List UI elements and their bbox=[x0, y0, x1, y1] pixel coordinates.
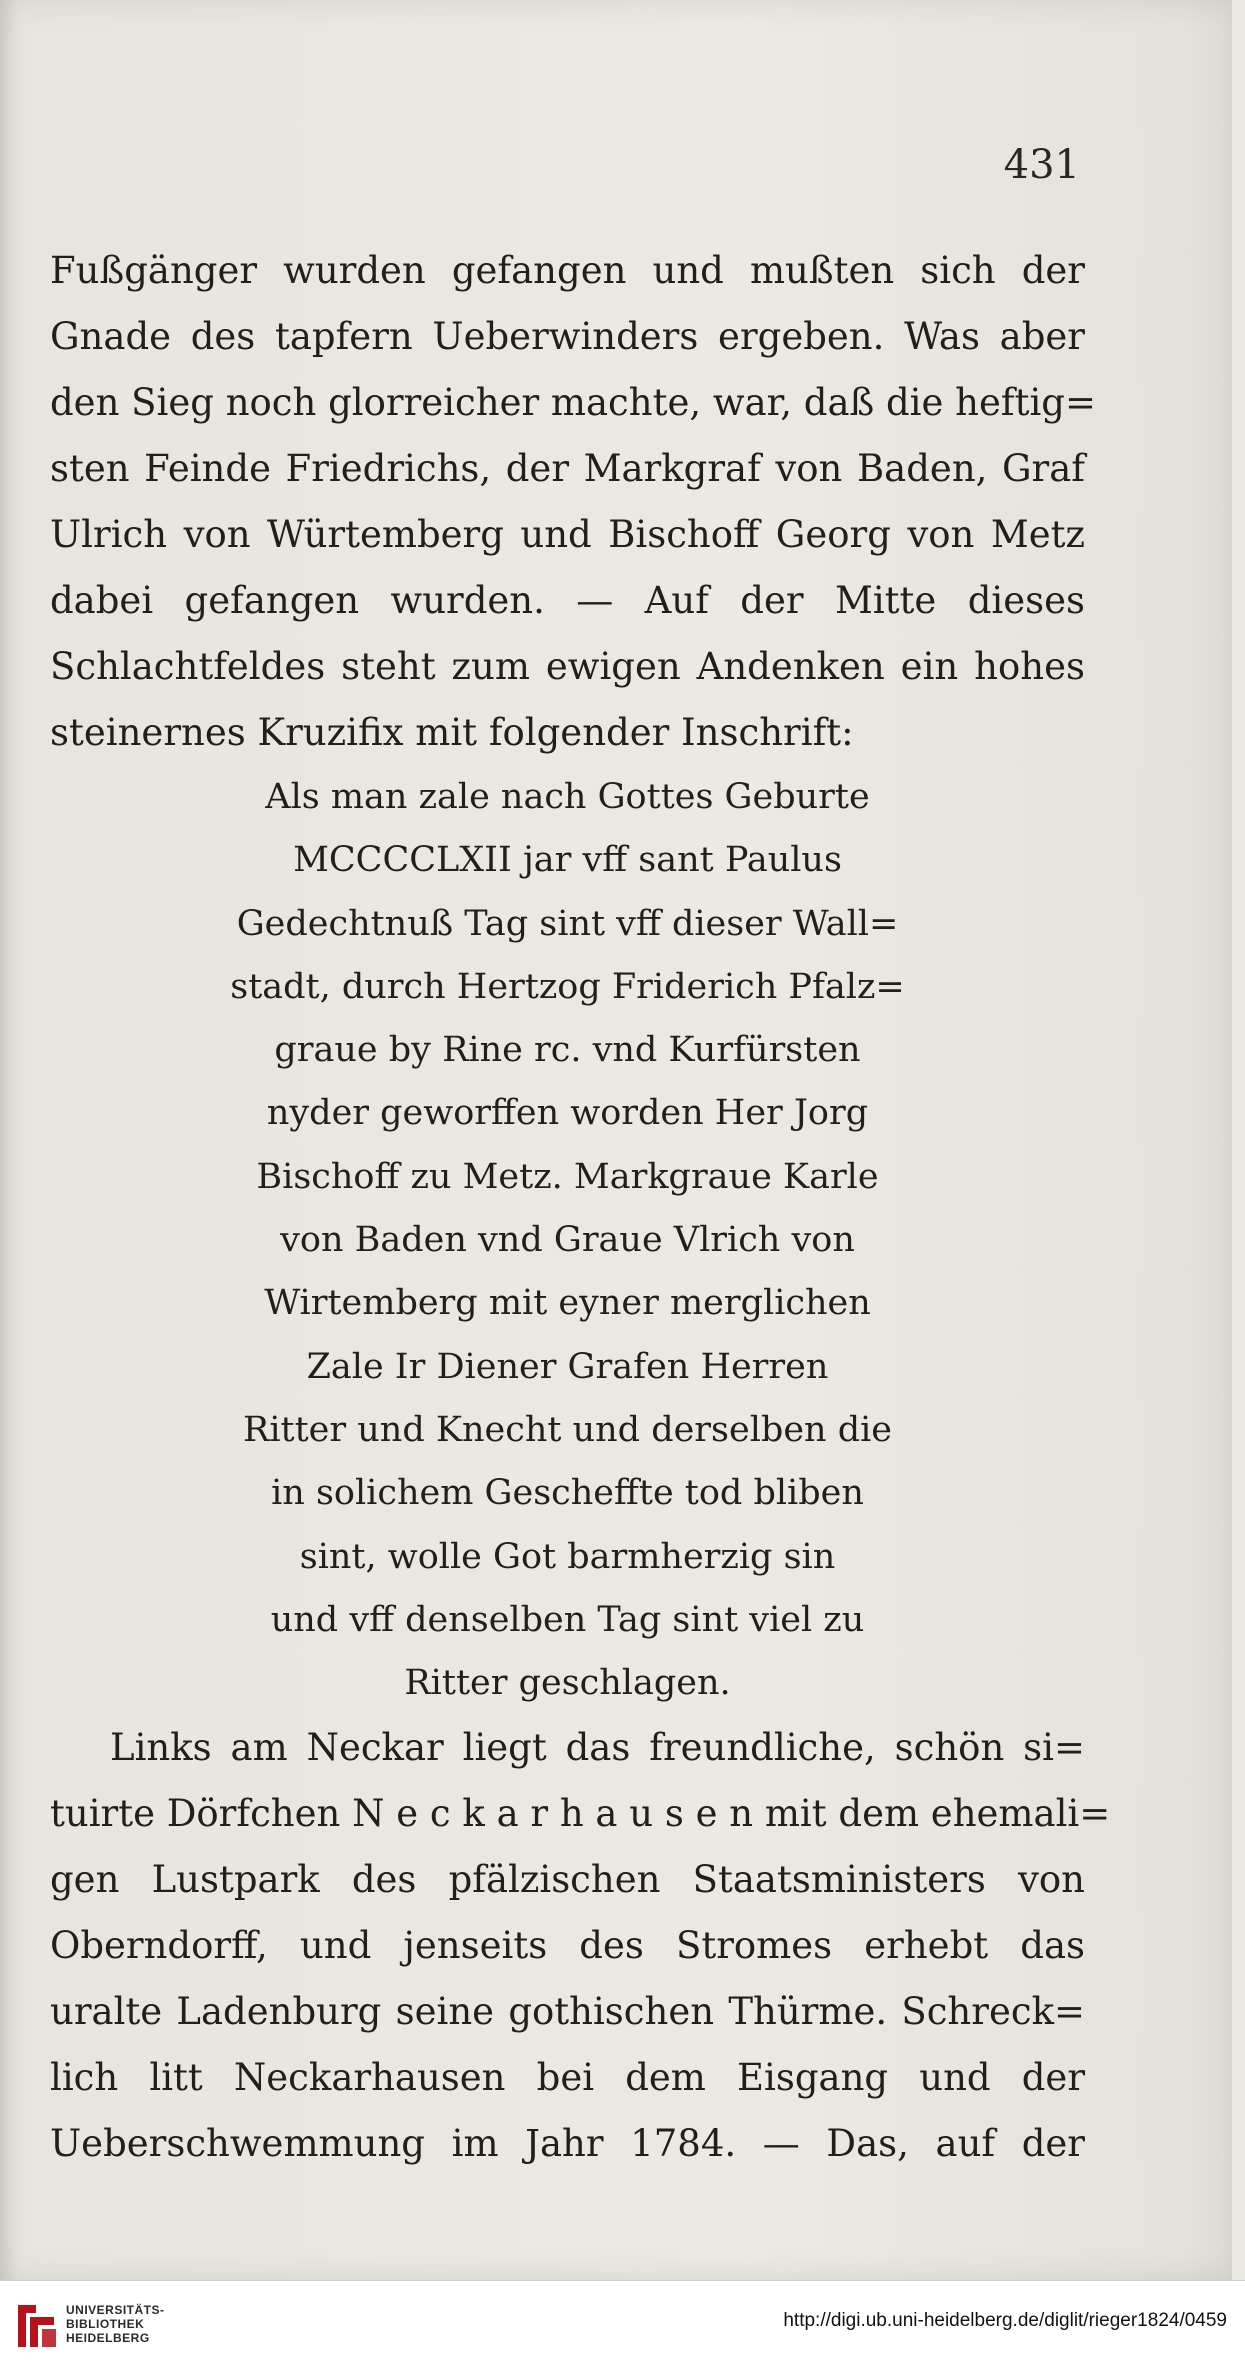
inscription-line: und vff denselben Tag sint viel zu bbox=[270, 1599, 865, 1640]
library-logo-icon[interactable] bbox=[14, 2301, 60, 2351]
text-line: lich litt Neckarhausen bei dem Eisgang und der bbox=[50, 2056, 1085, 2100]
logo-line: BIBLIOTHEK bbox=[66, 2317, 145, 2331]
text-line: den Sieg noch glorreicher machte, war, daß die heftig= bbox=[50, 381, 1096, 424]
text-line: tuirte Dörfchen N e c k a r h a u s e n mit dem ehemali= bbox=[50, 1792, 1111, 1836]
library-logo-text bbox=[66, 2303, 165, 2345]
text-line: Schlachtfeldes steht zum ewigen Andenken ein hohes bbox=[50, 645, 1085, 688]
inscription-line: Bischoff zu Metz. Markgraue Karle bbox=[256, 1156, 879, 1197]
inscription-line: von Baden vnd Graue Vlrich von bbox=[280, 1220, 855, 1261]
inscription bbox=[188, 766, 948, 1715]
source-url-link[interactable]: http://digi.ub.uni-heidelberg.de/diglit/rieger1824/0459 bbox=[783, 2310, 1227, 2331]
inscription-line: in solichem Gescheffte tod bliben bbox=[271, 1473, 864, 1514]
footer-bar bbox=[0, 2280, 1245, 2368]
inscription-line: nyder geworffen worden Her Jorg bbox=[266, 1093, 869, 1134]
inscription-line: Als man zale nach Gottes Geburte bbox=[265, 777, 870, 817]
inscription-line: Ritter geschlagen. bbox=[404, 1663, 731, 1704]
text-line: Ueberschwemmung im Jahr 1784. — Das, auf der bbox=[50, 2122, 1085, 2166]
logo-line: UNIVERSITÄTS- bbox=[66, 2303, 165, 2317]
text-line: dabei gefangen wurden. — Auf der Mitte dieses bbox=[50, 579, 1085, 622]
text-line: gen Lustpark des pfälzischen Staatsministers von bbox=[50, 1858, 1085, 1902]
paragraph-1 bbox=[50, 238, 1096, 766]
page-edge bbox=[1232, 0, 1245, 2280]
inscription-line: Wirtemberg mit eyner merglichen bbox=[264, 1283, 871, 1324]
text-line: uralte Ladenburg seine gothischen Thürme. Schreck= bbox=[50, 1990, 1085, 2034]
inscription-line: sint, wolle Got barmherzig sin bbox=[299, 1536, 836, 1577]
text-line: Ulrich von Würtemberg und Bischoff Georg von Metz bbox=[50, 513, 1085, 556]
text-line: steinernes Kruzifix mit folgender Inschrift: bbox=[50, 711, 854, 754]
text-line: Links am Neckar liegt das freundliche, schön si= bbox=[110, 1726, 1085, 1770]
inscription-line: MCCCCLXII jar vff sant Paulus bbox=[293, 840, 842, 881]
text-line: Fußgänger wurden gefangen und mußten sich der bbox=[50, 249, 1085, 292]
text-line: Gnade des tapfern Ueberwinders ergeben. Was aber bbox=[50, 315, 1085, 358]
inscription-line: Gedechtnuß Tag sint vff dieser Wall= bbox=[236, 903, 899, 944]
text-line: sten Feinde Friedrichs, der Markgraf von Baden, Graf bbox=[50, 447, 1085, 490]
page-text bbox=[50, 238, 1111, 2177]
inscription-line: graue by Rine rc. vnd Kurfürsten bbox=[274, 1030, 861, 1071]
inscription-line: stadt, durch Hertzog Friderich Pfalz= bbox=[230, 966, 905, 1007]
text-line: Oberndorff, und jenseits des Stromes erhebt das bbox=[50, 1924, 1085, 1968]
paragraph-2 bbox=[50, 1715, 1111, 2177]
page-number: 431 bbox=[1003, 142, 1080, 188]
inscription-line: Ritter und Knecht und derselben die bbox=[242, 1409, 893, 1450]
inscription-line: Zale Ir Diener Grafen Herren bbox=[306, 1346, 829, 1387]
logo-line: HEIDELBERG bbox=[66, 2331, 150, 2345]
